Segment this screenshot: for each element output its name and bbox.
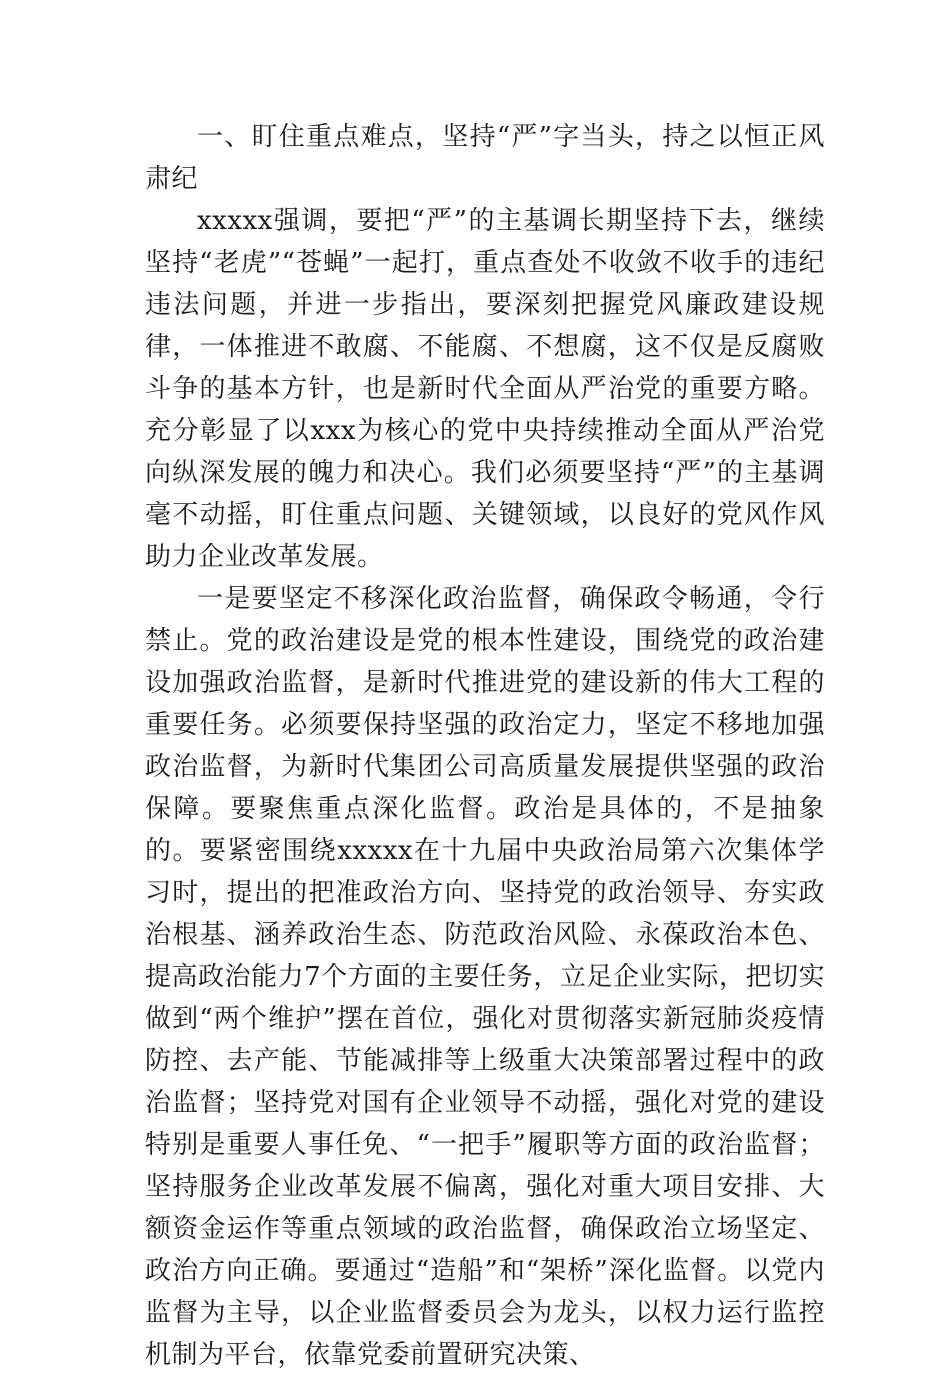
- paragraph: 一是要坚定不移深化政治监督，确保政令畅通，令行禁止。党的政治建设是党的根本性建设，围绕党的政治建设加强政治监督，是新时代推进党的建设新的伟大工程的重要任务。必须要保持坚强的政治定力，坚定不移地加强政治监督，为新时代集团公司高质量发展提供坚强的政治保障。要聚焦重点深化监督。政治是具体的，不是抽象的。要紧密围绕xxxxx在十九届中央政治局第六次集体学习时，提出的把准政治方向、坚持党的政治领导、夯实政治根基、涵养政治生态、防范政治风险、永葆政治本色、提高政治能力7个方面的主要任务，立足企业实际，把切实做到“两个维护”摆在首位，强化对贯彻落实新冠肺炎疫情防控、去产能、节能减排等上级重大决策部署过程中的政治监督；坚持党对国有企业领导不动摇，强化对党的建设特别是重要人事任免、“一把手”履职等方面的政治监督；坚持服务企业改革发展不偏离，强化对重大项目安排、大额资金运作等重点领域的政治监督，确保政治立场坚定、政治方向正确。要通过“造船”和“架桥”深化监督。以党内监督为主导，以企业监督委员会为龙头，以权力运行监控机制为平台，依靠党委前置研究决策、: [145, 584, 825, 1370]
- paragraph: xxxxx强调，要把“严”的主基调长期坚持下去，继续坚持“老虎”“苍蝇”一起打，重点查处不收敛不收手的违纪违法问题，并进一步指出，要深刻把握党风廉政建设规律，一体推进不敢腐、不能腐、不想腐，这不仅是反腐败斗争的基本方针，也是新时代全面从严治党的重要方略。充分彰显了以xxx为核心的党中央持续推动全面从严治党向纵深发展的魄力和决心。我们必须要坚持“严”的主基调毫不动摇，盯住重点问题、关键领域，以良好的党风作风助力企业改革发展。: [145, 206, 825, 572]
- document-body: [145, 116, 825, 1376]
- section-heading: 一、盯住重点难点，坚持“严”字当头，持之以恒正风肃纪: [145, 122, 825, 194]
